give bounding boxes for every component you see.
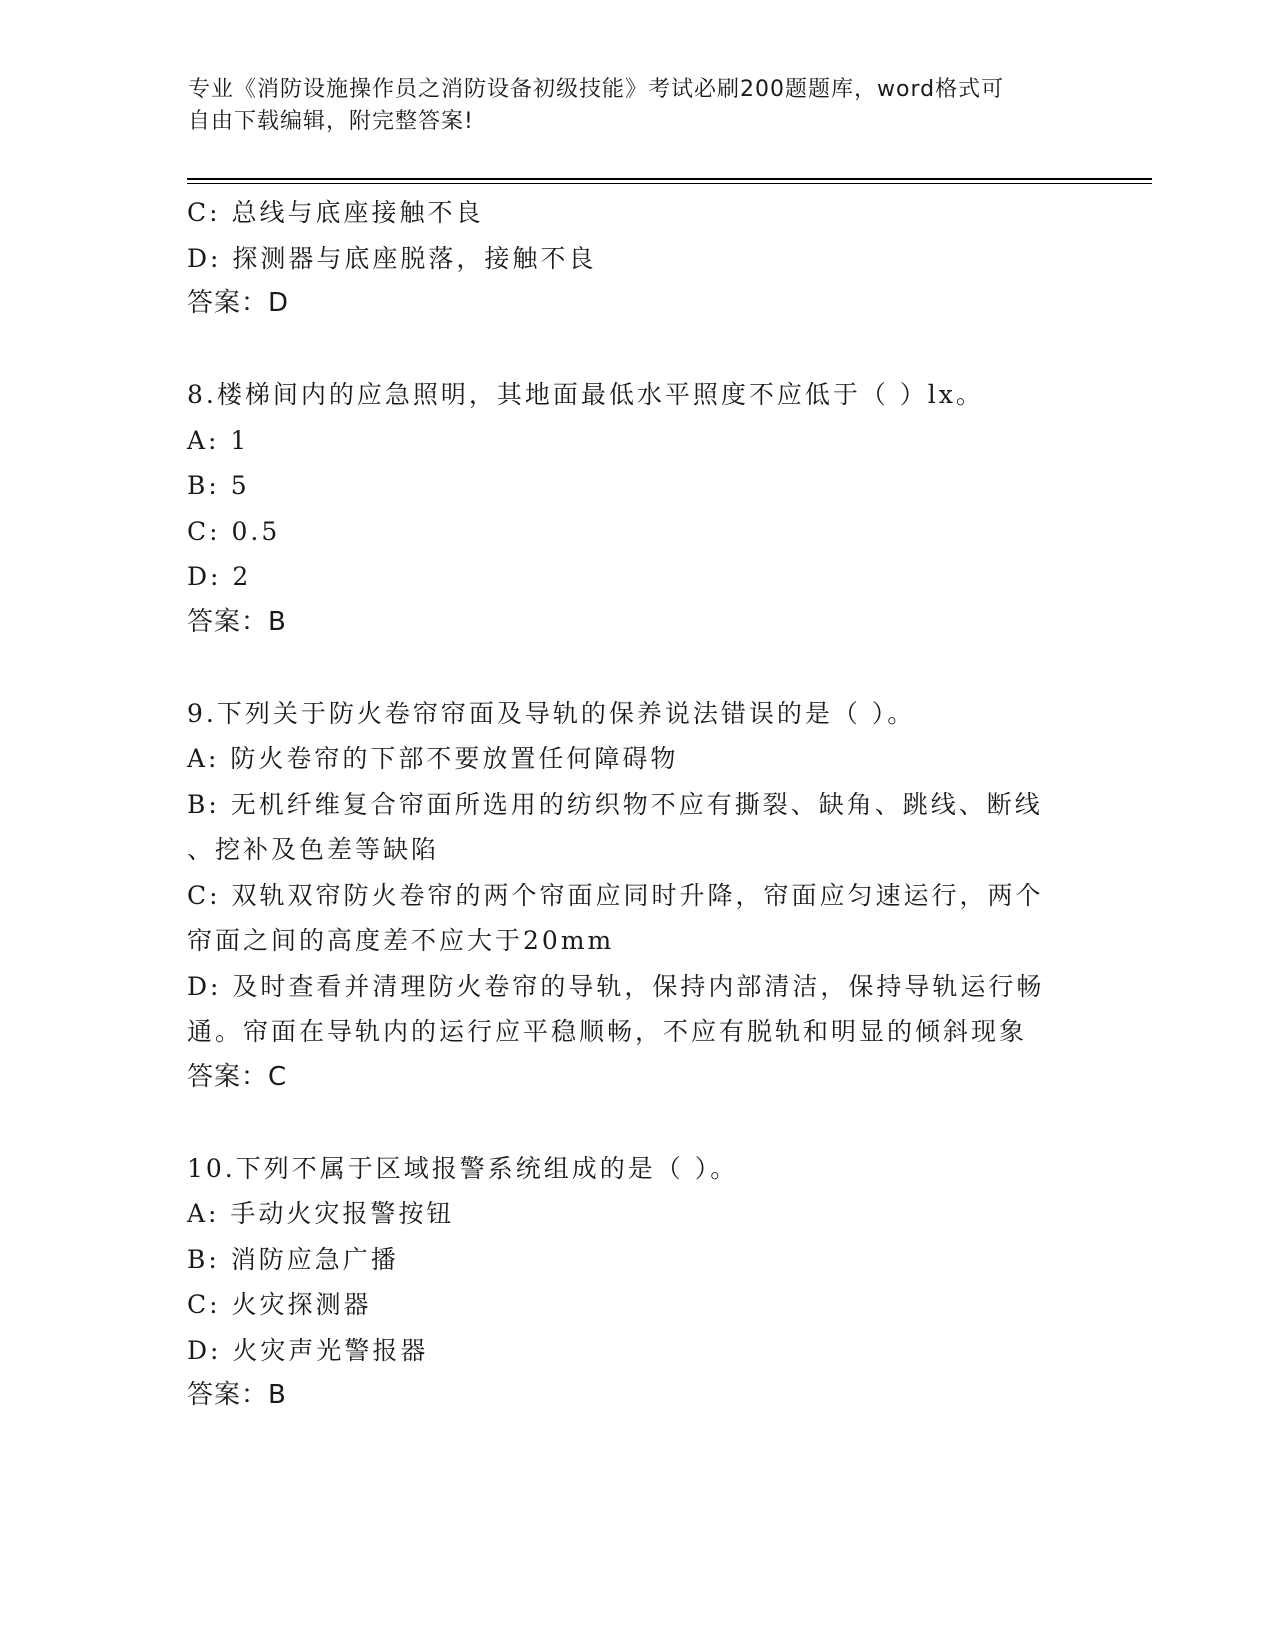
header-divider-thin (187, 183, 1152, 184)
q8-option-a: A: 1 (187, 425, 250, 455)
q10-option-a: A: 手动火灾报警按钮 (187, 1199, 455, 1228)
q9-option-b-line-2: 、挖补及色差等缺陷 (187, 835, 440, 864)
q9-option-d-line-1: D: 及时查看并清理防火卷帘的导轨，保持内部清洁，保持导轨运行畅 (187, 971, 1045, 1001)
q9-option-b-line-1: B: 无机纤维复合帘面所选用的纺织物不应有撕裂、缺角、跳线、断线 (187, 789, 1043, 819)
q8-answer: 答案：B (187, 606, 287, 637)
document-header (188, 74, 1068, 138)
spacer (187, 645, 1087, 691)
question-list (187, 190, 1087, 1419)
header-line-1: 专业《消防设施操作员之消防设备初级技能》考试必刷200题题库，word格式可 (188, 77, 1005, 102)
q7-option-c: C: 总线与底座接触不良 (187, 198, 484, 227)
q7-answer: 答案：D (187, 288, 290, 318)
header-line-2: 自由下载编辑，附完整答案! (188, 109, 474, 134)
question-9 (187, 691, 1087, 1101)
q8-option-c: C: 0.5 (187, 516, 281, 546)
q9-option-c-line-1: C: 双轨双帘防火卷帘的两个帘面应同时升降，帘面应匀速运行，两个 (187, 880, 1044, 910)
question-10 (187, 1146, 1087, 1419)
header-divider-thick (187, 178, 1152, 180)
q9-option-d-line-2: 通。帘面在导轨内的运行应平稳顺畅，不应有脱轨和明显的倾斜现象 (187, 1017, 1028, 1046)
q9-stem: 9.下列关于防火卷帘帘面及导轨的保养说法错误的是（ ）。 (187, 698, 916, 728)
q8-option-d: D: 2 (187, 562, 252, 591)
spacer (187, 327, 1087, 373)
q10-option-c: C: 火灾探测器 (187, 1290, 372, 1319)
q10-option-b: B: 消防应急广播 (187, 1244, 399, 1274)
q8-option-b: B: 5 (187, 471, 250, 500)
spacer (187, 1100, 1087, 1146)
q7-option-d: D: 探测器与底座脱落，接触不良 (187, 243, 597, 273)
q9-answer: 答案：C (187, 1061, 288, 1092)
q9-option-a: A: 防火卷帘的下部不要放置任何障碍物 (187, 744, 679, 773)
q10-stem: 10.下列不属于区域报警系统组成的是（ ）。 (187, 1153, 739, 1183)
q10-answer: 答案：B (187, 1380, 287, 1410)
question-8 (187, 372, 1087, 645)
q8-stem: 8.楼梯间内的应急照明，其地面最低水平照度不应低于（ ）lx。 (187, 380, 984, 409)
q10-option-d: D: 火灾声光警报器 (187, 1335, 429, 1365)
q9-option-c-line-2: 帘面之间的高度差不应大于20mm (187, 926, 615, 955)
question-7-tail (187, 190, 1087, 327)
